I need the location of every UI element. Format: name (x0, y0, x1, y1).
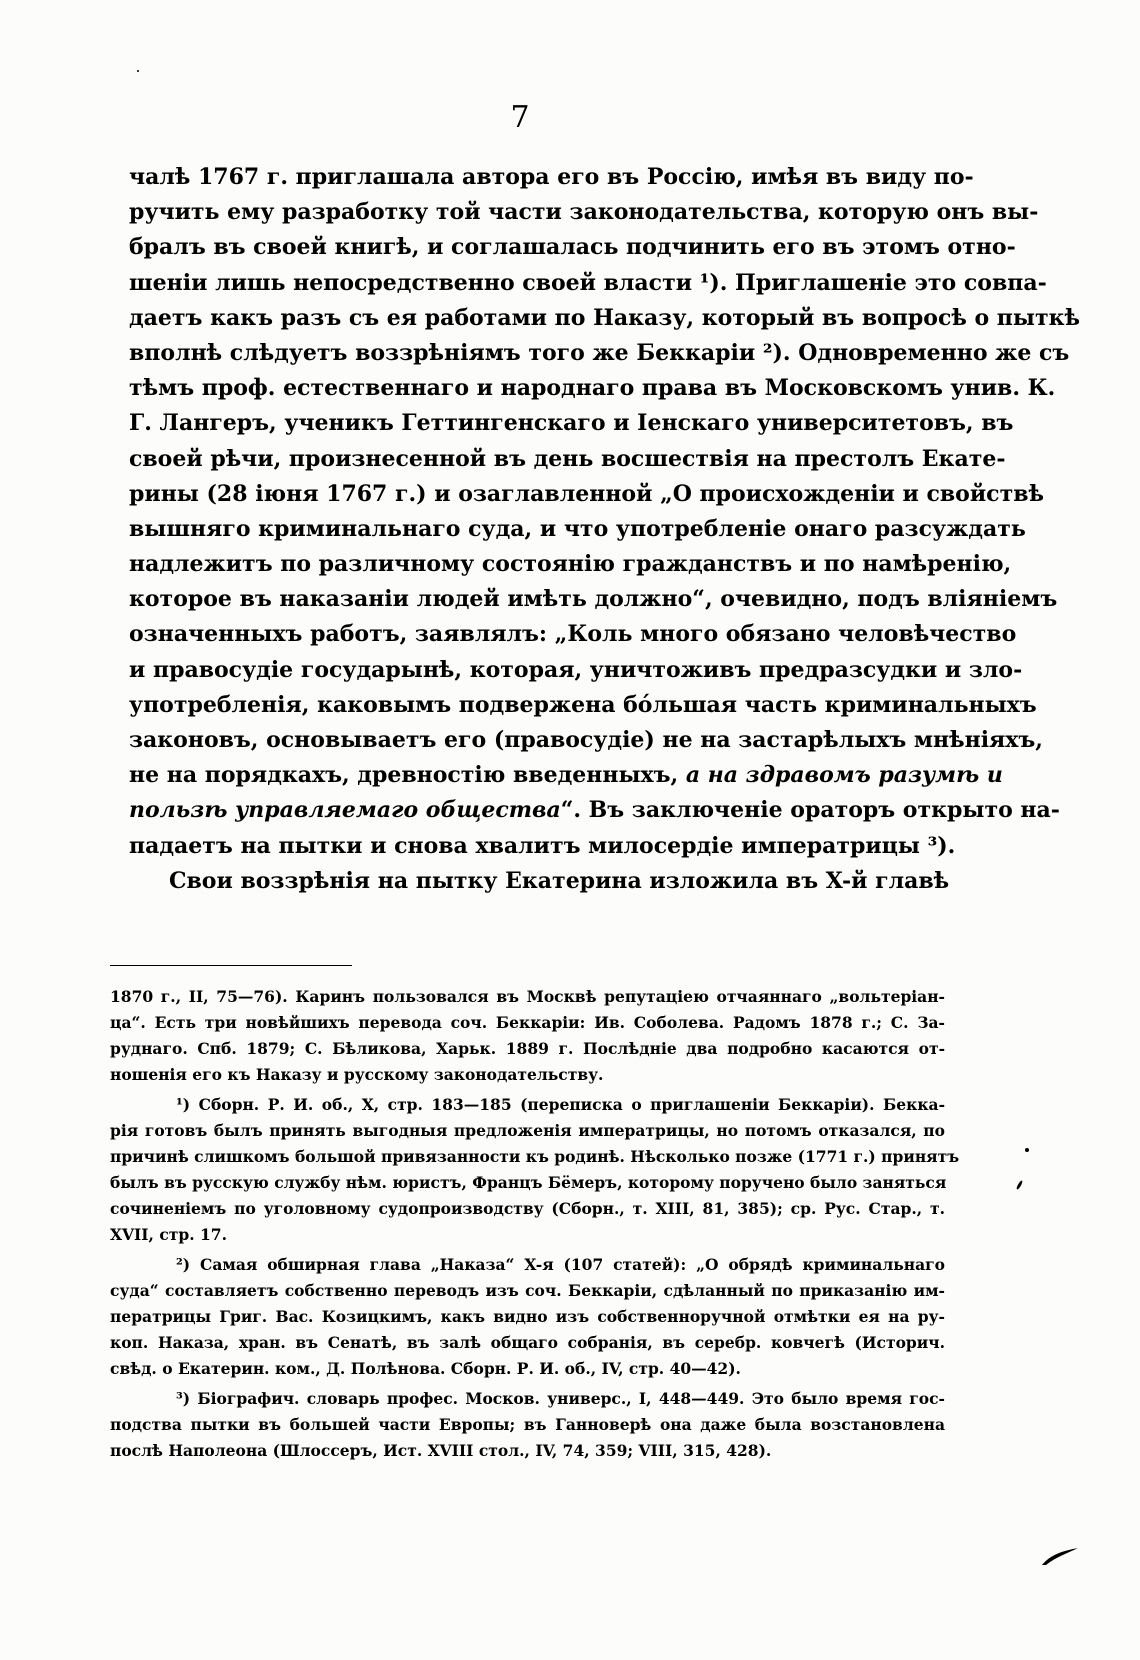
main-line-9: своей рѣчи, произнесенной въ день восшествія на престолъ Екате- (129, 445, 1006, 472)
footnote-3-line: подства пытки въ большей части Европы; въ Ганноверѣ она даже была возстановлена (110, 1415, 945, 1434)
main-line-8: Г. Лангеръ, ученикъ Геттингенскаго и Іенскаго университетовъ, въ (129, 410, 1014, 437)
main-line-7: тѣмъ проф. естественнаго и народнаго права въ Московскомъ унив. К. (129, 375, 1056, 402)
main-line-16: употребленія, каковымъ подвержена бо́льшая часть криминальныхъ (129, 691, 1037, 718)
ink-mark-icon (1040, 1545, 1080, 1567)
main-line-2: ручить ему разработку той части законодательства, которую онъ вы- (129, 199, 1039, 226)
footnote-2-line: ператрицы Григ. Вас. Козицкимъ, какъ видно изъ собственноручной отмѣтки ея на ру- (110, 1307, 945, 1326)
main-line-6: вполнѣ слѣдуетъ воззрѣніямъ того же Беккаріи ²). Одновременно же съ (129, 339, 1070, 366)
main-line-15: и правосудіе государынѣ, которая, уничтоживъ предразсудки и зло- (129, 656, 1023, 683)
scan-speck (1016, 1180, 1024, 1190)
footnote-3-line: ³) Біографич. словарь профес. Москов. универс., I, 448—449. Это было время гос- (176, 1389, 945, 1408)
footnote-1-line: ¹) Сборн. Р. И. об., X, стр. 183—185 (переписка о приглашеніи Беккаріи). Бекка- (176, 1095, 945, 1114)
footnote-continuation-line: руднаго. Спб. 1879; С. Бѣликова, Харьк. 1889 г. Послѣдніе два подробно касаются от- (110, 1039, 945, 1058)
footnote-2-line: ²) Самая обширная глава „Наказа“ X-я (107 статей): „О обрядѣ криминальнаго (176, 1255, 945, 1274)
main-line-3: бралъ въ своей книгѣ, и соглашалась подчинить его въ этомъ отно- (129, 234, 1016, 261)
footnotes (110, 984, 960, 1464)
main-line-14: означенныхъ работъ, заявлялъ: „Коль много обязано человѣчество (129, 621, 1017, 648)
footnote-2-line: суда“ составляетъ собственно переводъ изъ соч. Беккаріи, сдѣланный по приказанію им- (110, 1281, 945, 1300)
footnote-1-line: причинѣ слишкомъ большой привязанности къ родинѣ. Нѣсколько позже (1771 г.) принятъ (110, 1147, 960, 1166)
footnote-continuation-line: ношенія его къ Наказу и русскому законодательству. (110, 1065, 604, 1084)
main-line-10: рины (28 іюня 1767 г.) и озаглавленной „О происхожденіи и свойствѣ (129, 480, 1044, 507)
main-line-12: надлежитъ по различному состоянію гражданствъ и по намѣренію, (129, 551, 1012, 578)
footnote-2-line: коп. Наказа, хран. въ Сенатѣ, въ залѣ общаго собранія, въ серебр. ковчегѣ (Историч. (110, 1333, 945, 1352)
footnote-2-line: свѣд. о Екатерин. ком., Д. Полѣнова. Сборн. Р. И. об., IV, стр. 40—42). (110, 1359, 741, 1378)
main-line-18-text: не на порядкахъ, древностію введенныхъ, (129, 762, 686, 789)
main-line-13: которое въ наказаніи людей имѣть должно“, очевидно, подъ вліяніемъ (129, 586, 1058, 613)
footnote-1-line: рія готовъ былъ принять выгодныя предложенія императрицы, но потомъ отказался, по (110, 1121, 945, 1140)
footnote-continuation-line: ца“. Есть три новѣйшихъ перевода соч. Беккаріи: Ив. Соболева. Радомъ 1878 г.; С. За- (110, 1013, 945, 1032)
footnote-rule (110, 965, 352, 966)
main-line-5: даетъ какъ разъ съ ея работами по Наказу, который въ вопросѣ о пыткѣ (129, 304, 1080, 331)
main-line-19 (129, 793, 1060, 828)
main-line-1: чалѣ 1767 г. приглашала автора его въ Россію, имѣя въ виду по- (129, 164, 974, 190)
main-line-11: вышняго криминальнаго суда, и что употребленіе онаго разсуждать (129, 515, 1026, 542)
main-line-18 (129, 758, 1003, 793)
main-line-19-italic: пользѣ управляемаго общества (129, 797, 561, 824)
main-text (129, 160, 1080, 899)
footnote-1-line: XVII, стр. 17. (110, 1225, 227, 1244)
footnote-3-line: послѣ Наполеона (Шлоссеръ, Ист. XVIII стол., IV, 74, 359; VIII, 315, 428). (110, 1441, 772, 1460)
main-line-19-text: “. Въ заключеніе ораторъ открыто на- (560, 797, 1060, 824)
main-line-20: падаетъ на пытки и снова хвалитъ милосердіе императрицы ³). (129, 832, 956, 859)
scan-speck (137, 70, 139, 72)
main-line-4: шеніи лишь непосредственно своей власти ¹). Приглашеніе это совпа- (129, 269, 1047, 296)
scan-speck (1025, 1148, 1029, 1152)
footnote-1-line: былъ въ русскую службу нѣм. юристъ, Францъ Бёмеръ, которому поручено было заняться (110, 1173, 947, 1192)
footnote-1-line: сочиненіемъ по уголовному судопроизводству (Сборн., т. XIII, 81, 385); ср. Рус. Стар., т. (110, 1199, 945, 1218)
page-number: 7 (510, 100, 530, 135)
main-line-21: Свои воззрѣнія на пытку Екатерина изложила въ X-й главѣ (169, 867, 950, 894)
main-line-17: законовъ, основываетъ его (правосудіе) не на застарѣлыхъ мнѣніяхъ, (129, 727, 1043, 753)
footnote-continuation-line: 1870 г., II, 75—76). Каринъ пользовался въ Москвѣ репутаціею отчаяннаго „вольтеріан- (110, 987, 945, 1006)
main-line-18-italic: а на здравомъ разумѣ и (685, 762, 1003, 789)
